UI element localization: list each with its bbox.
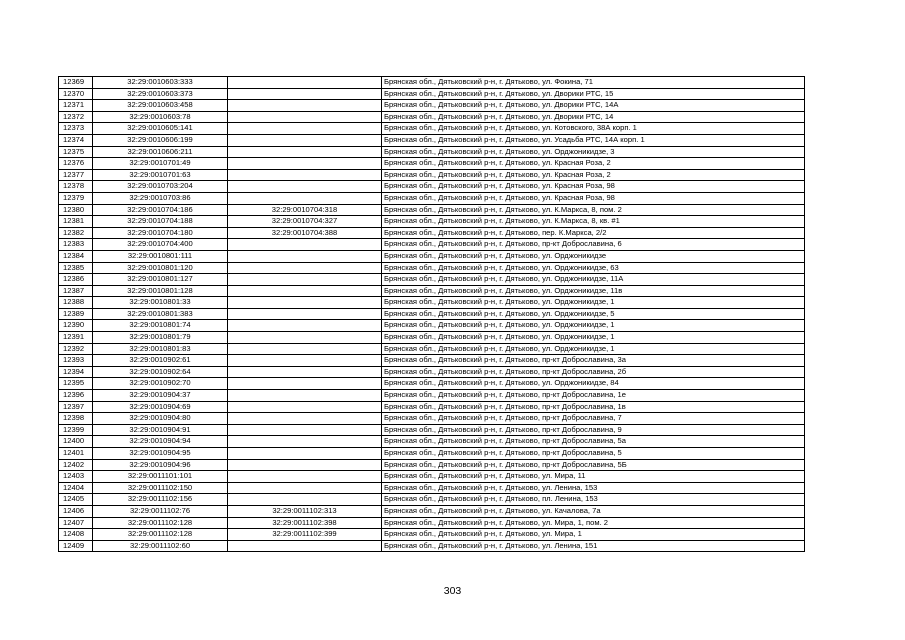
table-row xyxy=(59,123,805,135)
table-row xyxy=(59,297,805,309)
row-number-cell: 12388 xyxy=(59,297,93,309)
address-cell: Брянская обл., Дятьковский р-н, г. Дятьково, ул. Красная Роза, 2 xyxy=(382,169,805,181)
cadastral-number-cell: 32:29:0011102:60 xyxy=(93,540,228,552)
table-row xyxy=(59,250,805,262)
row-number-cell: 12387 xyxy=(59,285,93,297)
related-cadastral-number-cell xyxy=(228,459,382,471)
address-cell: Брянская обл., Дятьковский р-н, г. Дятьково, пр-кт Доброславина, 3а xyxy=(382,355,805,367)
address-cell: Брянская обл., Дятьковский р-н, г. Дятьково, ул. Орджоникидзе, 11в xyxy=(382,285,805,297)
related-cadastral-number-cell xyxy=(228,366,382,378)
table-row xyxy=(59,505,805,517)
table-row xyxy=(59,146,805,158)
related-cadastral-number-cell xyxy=(228,100,382,112)
cadastral-number-cell: 32:29:0010801:74 xyxy=(93,320,228,332)
table-row xyxy=(59,366,805,378)
table-row xyxy=(59,111,805,123)
related-cadastral-number-cell xyxy=(228,181,382,193)
table-row xyxy=(59,227,805,239)
row-number-cell: 12379 xyxy=(59,192,93,204)
address-cell: Брянская обл., Дятьковский р-н, г. Дятьково, ул. Орджоникидзе, 1 xyxy=(382,320,805,332)
related-cadastral-number-cell xyxy=(228,390,382,402)
related-cadastral-number-cell xyxy=(228,448,382,460)
table-row xyxy=(59,332,805,344)
cadastral-number-cell: 32:29:0010801:383 xyxy=(93,308,228,320)
related-cadastral-number-cell xyxy=(228,169,382,181)
address-cell: Брянская обл., Дятьковский р-н, г. Дятьково, пр-кт Доброславина, 6 xyxy=(382,239,805,251)
row-number-cell: 12380 xyxy=(59,204,93,216)
related-cadastral-number-cell xyxy=(228,355,382,367)
row-number-cell: 12382 xyxy=(59,227,93,239)
row-number-cell: 12377 xyxy=(59,169,93,181)
address-cell: Брянская обл., Дятьковский р-н, г. Дятьково, ул. Качалова, 7а xyxy=(382,505,805,517)
address-cell: Брянская обл., Дятьковский р-н, г. Дятьково, пр-кт Доброславина, 5а xyxy=(382,436,805,448)
table-row xyxy=(59,77,805,89)
related-cadastral-number-cell xyxy=(228,320,382,332)
row-number-cell: 12381 xyxy=(59,216,93,228)
table-row xyxy=(59,192,805,204)
cadastral-number-cell: 32:29:0010603:333 xyxy=(93,77,228,89)
address-cell: Брянская обл., Дятьковский р-н, г. Дятьково, ул. Мира, 1, пом. 2 xyxy=(382,517,805,529)
row-number-cell: 12399 xyxy=(59,424,93,436)
row-number-cell: 12389 xyxy=(59,308,93,320)
cadastral-number-cell: 32:29:0010904:91 xyxy=(93,424,228,436)
table-row xyxy=(59,343,805,355)
related-cadastral-number-cell xyxy=(228,250,382,262)
row-number-cell: 12393 xyxy=(59,355,93,367)
table-row xyxy=(59,308,805,320)
cadastral-number-cell: 32:29:0010902:61 xyxy=(93,355,228,367)
related-cadastral-number-cell xyxy=(228,123,382,135)
related-cadastral-number-cell xyxy=(228,436,382,448)
table-row xyxy=(59,424,805,436)
table-row xyxy=(59,517,805,529)
related-cadastral-number-cell: 32:29:0010704:318 xyxy=(228,204,382,216)
row-number-cell: 12371 xyxy=(59,100,93,112)
related-cadastral-number-cell xyxy=(228,239,382,251)
cadastral-number-cell: 32:29:0010902:70 xyxy=(93,378,228,390)
related-cadastral-number-cell xyxy=(228,158,382,170)
cadastral-number-cell: 32:29:0010801:111 xyxy=(93,250,228,262)
table-row xyxy=(59,285,805,297)
related-cadastral-number-cell: 32:29:0011102:399 xyxy=(228,529,382,541)
address-cell: Брянская обл., Дятьковский р-н, г. Дятьково, ул. Орджоникидзе, 11А xyxy=(382,274,805,286)
row-number-cell: 12402 xyxy=(59,459,93,471)
cadastral-number-cell: 32:29:0010904:80 xyxy=(93,413,228,425)
row-number-cell: 12404 xyxy=(59,482,93,494)
address-cell: Брянская обл., Дятьковский р-н, г. Дятьково, ул. Котовского, 38А корп. 1 xyxy=(382,123,805,135)
cadastral-number-cell: 32:29:0010904:69 xyxy=(93,401,228,413)
row-number-cell: 12406 xyxy=(59,505,93,517)
related-cadastral-number-cell xyxy=(228,262,382,274)
address-cell: Брянская обл., Дятьковский р-н, г. Дятьково, ул. Орджоникидзе, 1 xyxy=(382,343,805,355)
cadastral-number-cell: 32:29:0010605:141 xyxy=(93,123,228,135)
table-row xyxy=(59,390,805,402)
table-row xyxy=(59,274,805,286)
related-cadastral-number-cell xyxy=(228,297,382,309)
row-number-cell: 12409 xyxy=(59,540,93,552)
cadastral-number-cell: 32:29:0010704:180 xyxy=(93,227,228,239)
address-cell: Брянская обл., Дятьковский р-н, г. Дятьково, пр-кт Доброславина, 7 xyxy=(382,413,805,425)
address-cell: Брянская обл., Дятьковский р-н, г. Дятьково, пр-кт Доброславина, 1в xyxy=(382,401,805,413)
cadastral-number-cell: 32:29:0010904:95 xyxy=(93,448,228,460)
table-row xyxy=(59,540,805,552)
table-row xyxy=(59,459,805,471)
related-cadastral-number-cell xyxy=(228,378,382,390)
row-number-cell: 12374 xyxy=(59,134,93,146)
address-cell: Брянская обл., Дятьковский р-н, г. Дятьково, ул. Мира, 1 xyxy=(382,529,805,541)
cadastral-number-cell: 32:29:0010704:188 xyxy=(93,216,228,228)
registry-table xyxy=(58,76,805,552)
cadastral-number-cell: 32:29:0010603:373 xyxy=(93,88,228,100)
cadastral-number-cell: 32:29:0010801:79 xyxy=(93,332,228,344)
row-number-cell: 12405 xyxy=(59,494,93,506)
row-number-cell: 12373 xyxy=(59,123,93,135)
address-cell: Брянская обл., Дятьковский р-н, г. Дятьково, пр-кт Доброславина, 5 xyxy=(382,448,805,460)
row-number-cell: 12396 xyxy=(59,390,93,402)
page-number: 303 xyxy=(443,585,462,597)
table-row xyxy=(59,529,805,541)
address-cell: Брянская обл., Дятьковский р-н, г. Дятьково, пер. К.Маркса, 2/2 xyxy=(382,227,805,239)
table-row xyxy=(59,100,805,112)
related-cadastral-number-cell xyxy=(228,424,382,436)
cadastral-number-cell: 32:29:0011102:156 xyxy=(93,494,228,506)
row-number-cell: 12369 xyxy=(59,77,93,89)
related-cadastral-number-cell: 32:29:0011102:398 xyxy=(228,517,382,529)
related-cadastral-number-cell xyxy=(228,482,382,494)
row-number-cell: 12401 xyxy=(59,448,93,460)
address-cell: Брянская обл., Дятьковский р-н, г. Дятьково, ул. Орджоникидзе, 1 xyxy=(382,297,805,309)
address-cell: Брянская обл., Дятьковский р-н, г. Дятьково, пр-кт Доброславина, 9 xyxy=(382,424,805,436)
table-row xyxy=(59,413,805,425)
table-row xyxy=(59,378,805,390)
cadastral-number-cell: 32:29:0010902:64 xyxy=(93,366,228,378)
related-cadastral-number-cell xyxy=(228,308,382,320)
address-cell: Брянская обл., Дятьковский р-н, г. Дятьково, ул. Красная Роза, 2 xyxy=(382,158,805,170)
address-cell: Брянская обл., Дятьковский р-н, г. Дятьково, ул. Красная Роза, 98 xyxy=(382,181,805,193)
cadastral-number-cell: 32:29:0010704:400 xyxy=(93,239,228,251)
address-cell: Брянская обл., Дятьковский р-н, г. Дятьково, ул. Орджоникидзе, 5 xyxy=(382,308,805,320)
table-row xyxy=(59,355,805,367)
address-cell: Брянская обл., Дятьковский р-н, г. Дятьково, ул. К.Маркса, 8, кв. #1 xyxy=(382,216,805,228)
address-cell: Брянская обл., Дятьковский р-н, г. Дятьково, ул. Красная Роза, 98 xyxy=(382,192,805,204)
row-number-cell: 12408 xyxy=(59,529,93,541)
row-number-cell: 12383 xyxy=(59,239,93,251)
address-cell: Брянская обл., Дятьковский р-н, г. Дятьково, ул. Орджоникидзе, 84 xyxy=(382,378,805,390)
address-cell: Брянская обл., Дятьковский р-н, г. Дятьково, ул. Ленина, 153 xyxy=(382,482,805,494)
related-cadastral-number-cell xyxy=(228,146,382,158)
row-number-cell: 12395 xyxy=(59,378,93,390)
cadastral-number-cell: 32:29:0010603:78 xyxy=(93,111,228,123)
cadastral-number-cell: 32:29:0010801:120 xyxy=(93,262,228,274)
address-cell: Брянская обл., Дятьковский р-н, г. Дятьково, ул. Дворики РТС, 14 xyxy=(382,111,805,123)
related-cadastral-number-cell xyxy=(228,285,382,297)
address-cell: Брянская обл., Дятьковский р-н, г. Дятьково, ул. Орджоникидзе, 63 xyxy=(382,262,805,274)
table-row xyxy=(59,482,805,494)
address-cell: Брянская обл., Дятьковский р-н, г. Дятьково, пр-кт Доброславина, 2б xyxy=(382,366,805,378)
cadastral-number-cell: 32:29:0010801:127 xyxy=(93,274,228,286)
cadastral-number-cell: 32:29:0011102:150 xyxy=(93,482,228,494)
cadastral-number-cell: 32:29:0011102:128 xyxy=(93,529,228,541)
row-number-cell: 12385 xyxy=(59,262,93,274)
cadastral-number-cell: 32:29:0011102:76 xyxy=(93,505,228,517)
related-cadastral-number-cell xyxy=(228,192,382,204)
address-cell: Брянская обл., Дятьковский р-н, г. Дятьково, ул. Мира, 11 xyxy=(382,471,805,483)
related-cadastral-number-cell: 32:29:0010704:327 xyxy=(228,216,382,228)
table-row xyxy=(59,320,805,332)
table-row xyxy=(59,471,805,483)
cadastral-number-cell: 32:29:0010606:211 xyxy=(93,146,228,158)
related-cadastral-number-cell xyxy=(228,471,382,483)
table-row xyxy=(59,134,805,146)
address-cell: Брянская обл., Дятьковский р-н, г. Дятьково, пр-кт Доброславина, 5Б xyxy=(382,459,805,471)
cadastral-number-cell: 32:29:0010704:186 xyxy=(93,204,228,216)
cadastral-number-cell: 32:29:0010801:128 xyxy=(93,285,228,297)
table-row xyxy=(59,88,805,100)
related-cadastral-number-cell xyxy=(228,401,382,413)
related-cadastral-number-cell: 32:29:0011102:313 xyxy=(228,505,382,517)
address-cell: Брянская обл., Дятьковский р-н, г. Дятьково, ул. Усадьба РТС, 14А корп. 1 xyxy=(382,134,805,146)
address-cell: Брянская обл., Дятьковский р-н, г. Дятьково, ул. Ленина, 151 xyxy=(382,540,805,552)
row-number-cell: 12386 xyxy=(59,274,93,286)
cadastral-number-cell: 32:29:0010703:204 xyxy=(93,181,228,193)
row-number-cell: 12392 xyxy=(59,343,93,355)
row-number-cell: 12370 xyxy=(59,88,93,100)
row-number-cell: 12372 xyxy=(59,111,93,123)
address-cell: Брянская обл., Дятьковский р-н, г. Дятьково, ул. Дворики РТС, 14А xyxy=(382,100,805,112)
row-number-cell: 12391 xyxy=(59,332,93,344)
cadastral-number-cell: 32:29:0010701:63 xyxy=(93,169,228,181)
row-number-cell: 12400 xyxy=(59,436,93,448)
related-cadastral-number-cell xyxy=(228,111,382,123)
table-row xyxy=(59,169,805,181)
address-cell: Брянская обл., Дятьковский р-н, г. Дятьково, ул. Орджоникидзе, 1 xyxy=(382,332,805,344)
address-cell: Брянская обл., Дятьковский р-н, г. Дятьково, пр-кт Доброславина, 1е xyxy=(382,390,805,402)
related-cadastral-number-cell xyxy=(228,540,382,552)
table-row xyxy=(59,436,805,448)
related-cadastral-number-cell xyxy=(228,343,382,355)
related-cadastral-number-cell xyxy=(228,332,382,344)
table-row xyxy=(59,262,805,274)
table-row xyxy=(59,448,805,460)
address-cell: Брянская обл., Дятьковский р-н, г. Дятьково, ул. Орджоникидзе xyxy=(382,250,805,262)
row-number-cell: 12384 xyxy=(59,250,93,262)
cadastral-number-cell: 32:29:0010701:49 xyxy=(93,158,228,170)
row-number-cell: 12398 xyxy=(59,413,93,425)
table-row xyxy=(59,216,805,228)
row-number-cell: 12378 xyxy=(59,181,93,193)
cadastral-number-cell: 32:29:0010904:96 xyxy=(93,459,228,471)
cadastral-number-cell: 32:29:0010904:37 xyxy=(93,390,228,402)
related-cadastral-number-cell xyxy=(228,274,382,286)
cadastral-number-cell: 32:29:0011101:101 xyxy=(93,471,228,483)
cadastral-number-cell: 32:29:0010904:94 xyxy=(93,436,228,448)
related-cadastral-number-cell xyxy=(228,134,382,146)
table-row xyxy=(59,494,805,506)
address-cell: Брянская обл., Дятьковский р-н, г. Дятьково, пл. Ленина, 153 xyxy=(382,494,805,506)
table-row xyxy=(59,158,805,170)
row-number-cell: 12397 xyxy=(59,401,93,413)
address-cell: Брянская обл., Дятьковский р-н, г. Дятьково, ул. Дворики РТС, 15 xyxy=(382,88,805,100)
related-cadastral-number-cell xyxy=(228,494,382,506)
related-cadastral-number-cell xyxy=(228,88,382,100)
related-cadastral-number-cell xyxy=(228,413,382,425)
table-row xyxy=(59,204,805,216)
address-cell: Брянская обл., Дятьковский р-н, г. Дятьково, ул. Орджоникидзе, 3 xyxy=(382,146,805,158)
related-cadastral-number-cell: 32:29:0010704:388 xyxy=(228,227,382,239)
table-row xyxy=(59,401,805,413)
row-number-cell: 12394 xyxy=(59,366,93,378)
address-cell: Брянская обл., Дятьковский р-н, г. Дятьково, ул. К.Маркса, 8, пом. 2 xyxy=(382,204,805,216)
related-cadastral-number-cell xyxy=(228,77,382,89)
table-row xyxy=(59,239,805,251)
cadastral-number-cell: 32:29:0010801:83 xyxy=(93,343,228,355)
table-row xyxy=(59,181,805,193)
row-number-cell: 12403 xyxy=(59,471,93,483)
cadastral-number-cell: 32:29:0010606:199 xyxy=(93,134,228,146)
cadastral-number-cell: 32:29:0010603:458 xyxy=(93,100,228,112)
row-number-cell: 12390 xyxy=(59,320,93,332)
cadastral-number-cell: 32:29:0011102:128 xyxy=(93,517,228,529)
row-number-cell: 12407 xyxy=(59,517,93,529)
cadastral-number-cell: 32:29:0010801:33 xyxy=(93,297,228,309)
registry-table-body xyxy=(59,77,805,552)
cadastral-number-cell: 32:29:0010703:86 xyxy=(93,192,228,204)
row-number-cell: 12375 xyxy=(59,146,93,158)
address-cell: Брянская обл., Дятьковский р-н, г. Дятьково, ул. Фокина, 71 xyxy=(382,77,805,89)
row-number-cell: 12376 xyxy=(59,158,93,170)
